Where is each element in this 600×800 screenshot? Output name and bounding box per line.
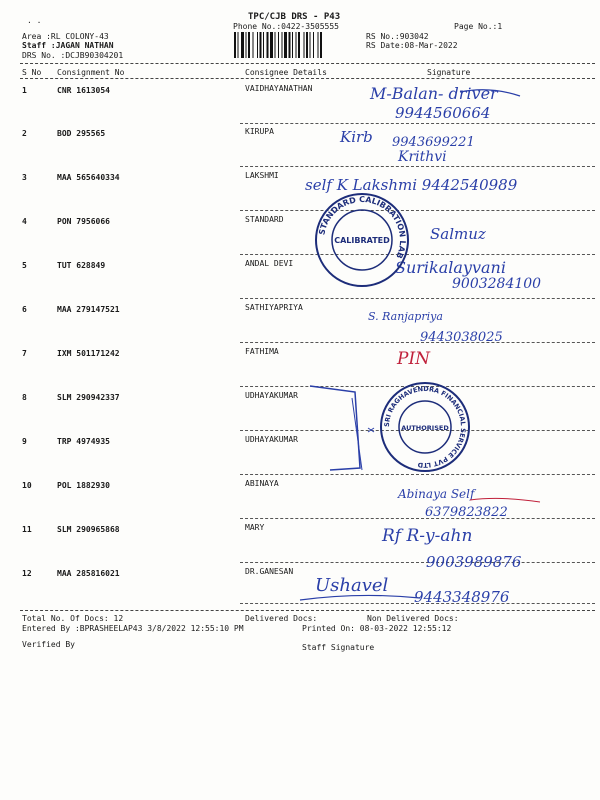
handwriting-name: Krithvi <box>398 149 447 165</box>
handwriting-phone: 9003284100 <box>452 276 542 292</box>
row-sno: 2 <box>22 129 27 138</box>
handwriting-phone: 6379823822 <box>425 505 508 520</box>
phone-number: Phone No.:0422-3505555 <box>233 22 339 31</box>
document-title: TPC/CJB DRS - P43 <box>248 12 341 22</box>
row-consignee: MARY <box>245 523 265 532</box>
handwriting-signature: M-Balan- driver <box>370 84 498 103</box>
printed-on: Printed On: 08-03-2022 12:55:12 <box>302 624 452 633</box>
row-consignee: ABINAYA <box>245 479 279 488</box>
area-label: Area :RL COLONY-43 <box>22 32 109 41</box>
header-dots: · · <box>27 18 42 27</box>
row-sno: 9 <box>22 437 27 446</box>
row-sno: 12 <box>22 569 32 578</box>
row-consignment: TUT 628849 <box>57 261 106 270</box>
row-consignee: LAKSHMI <box>245 171 279 180</box>
row-sno: 6 <box>22 305 27 314</box>
handwriting-signature: S. Ranjapriya <box>368 310 443 323</box>
row-sno: 7 <box>22 349 27 358</box>
handwriting-signature: Salmuz <box>430 225 486 243</box>
col-signature: Signature <box>427 68 471 77</box>
row-sno: 3 <box>22 173 27 182</box>
row-consignment: POL 1882930 <box>57 481 110 490</box>
row-consignment: BOD 295565 <box>57 129 106 138</box>
finance-stamp <box>378 380 472 474</box>
delivered-docs: Delivered Docs: <box>245 614 318 623</box>
row-consignee: UDHAYAKUMAR <box>245 435 298 444</box>
row-consignment: PON 7956066 <box>57 217 110 226</box>
row-consignee: UDHAYAKUMAR <box>245 391 298 400</box>
calibration-stamp <box>312 190 412 290</box>
stamp-center-text: AUTHORISED <box>401 424 449 432</box>
handwriting-signature: Surikalayvani <box>395 258 506 277</box>
svg-text:STANDARD CALIBRATION LAB <box>317 195 407 260</box>
row-consignee: SATHIYAPRIYA <box>245 303 303 312</box>
row-consignee: KIRUPA <box>245 127 274 136</box>
row-consignment: MAA 285816021 <box>57 569 120 578</box>
row-sno: 10 <box>22 481 32 490</box>
row-consignee: FATHIMA <box>245 347 279 356</box>
row-consignee: ANDAL DEVI <box>245 259 294 268</box>
row-consignment: SLM 290942337 <box>57 393 120 402</box>
total-docs: Total No. Of Docs: 12 <box>22 614 124 623</box>
non-delivered-docs: Non Delivered Docs: <box>367 614 459 623</box>
row-sno: 4 <box>22 217 27 226</box>
page-number: Page No.:1 <box>454 22 503 31</box>
row-consignment: MAA 279147521 <box>57 305 120 314</box>
col-consignee: Consignee Details <box>245 68 327 77</box>
drs-number: DRS No. :DCJB90304201 <box>22 51 124 60</box>
handwriting-signature: Abinaya Self <box>398 487 475 501</box>
handwriting-signature: Rf R-y-ahn <box>382 526 473 546</box>
handwriting-phone: 9443038025 <box>420 330 503 345</box>
staff-signature: Staff Signature <box>302 643 375 652</box>
stamp-center-text: CALIBRATED <box>334 236 390 245</box>
handwriting-signature: self K Lakshmi 9442540989 <box>305 176 518 194</box>
row-consignment: TRP 4974935 <box>57 437 110 446</box>
row-sno: 1 <box>22 86 27 95</box>
handwriting-pin: PIN <box>397 349 431 369</box>
handwriting-phone: 9944560664 <box>395 104 491 122</box>
row-consignee: VAIDHAYANATHAN <box>245 84 313 93</box>
row-sno: 5 <box>22 261 27 270</box>
handwriting-phone: 9003989876 <box>426 553 522 571</box>
stamp-ring-text: SRI RAGHAVENDRA FINANCIAL SERVICE PVT LTD <box>382 384 468 470</box>
rs-number: RS No.:903042 <box>366 32 429 41</box>
row-consignment: IXM 501171242 <box>57 349 120 358</box>
rs-date: RS Date:08-Mar-2022 <box>366 41 458 50</box>
handwriting-signature: Ushavel <box>315 575 389 596</box>
row-consignee: STANDARD <box>245 215 284 224</box>
col-consignment: Consignment No <box>57 68 125 77</box>
row-consignment: SLM 290965868 <box>57 525 120 534</box>
row-consignment: CNR 1613054 <box>57 86 110 95</box>
row-consignment: MAA 565640334 <box>57 173 120 182</box>
handwriting-phone: 9443348976 <box>414 588 510 606</box>
row-consignee: DR.GANESAN <box>245 567 294 576</box>
verified-by: Verified By <box>22 640 75 649</box>
entered-by: Entered By :BPRASHEELAP43 3/8/2022 12:55:10 PM <box>22 624 244 633</box>
col-sno: S No <box>22 68 42 77</box>
row-sno: 8 <box>22 393 27 402</box>
handwriting-phone: 9943699221 <box>392 135 475 150</box>
footer-rule <box>20 610 595 611</box>
handwriting-signature: Kirb <box>340 128 373 146</box>
stamp-ring-text: STANDARD CALIBRATION LAB <box>317 194 408 260</box>
row-sno: 11 <box>22 525 32 534</box>
staff-label: Staff :JAGAN NATHAN <box>22 41 114 50</box>
